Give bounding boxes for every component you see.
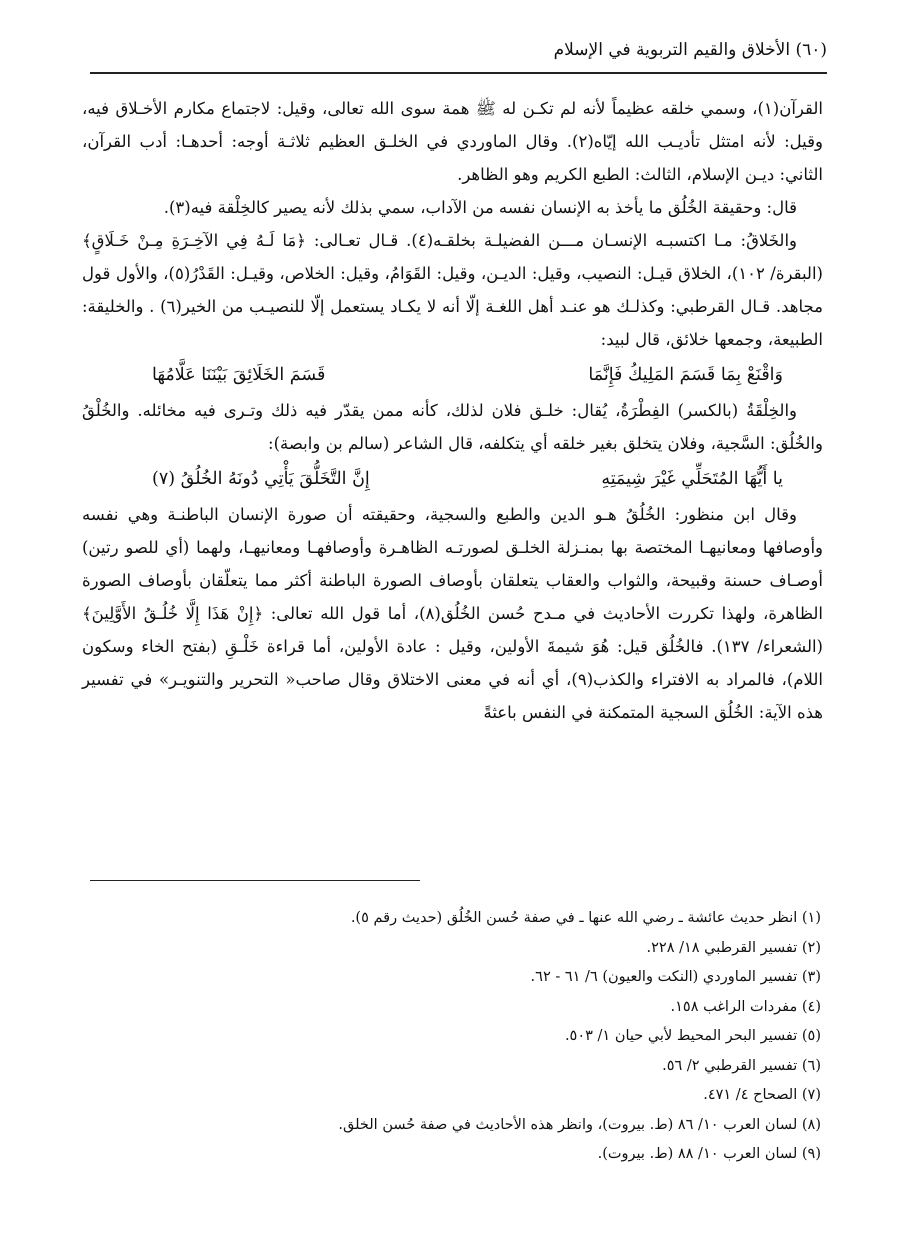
verse-second-hemistich: قَسَمَ الخَلَائِقَ بَيْنَنَا عَلَّامُهَا (152, 365, 326, 385)
footnote: (٢) تفسير القرطبي ١٨/ ٢٢٨. (646, 939, 821, 956)
verse-first-hemistich: يا أَيُّهَا المُتَحَلِّي غَيْرَ شِيمَتِهِ (601, 469, 783, 489)
running-header (90, 40, 827, 72)
paragraph: وقال ابن منظور: الخُلُقُ هـو الدين والطبع والسجية، وحقيقته أن صورة الإنسان الباطنـة وهي نفسه وأوصافها ومعانيهـا المختصة بها بمنـزلة الخلـق لصورتـه الظاهـرة وأوصافهـا ومعانيهـا، ولهما (أي للصو رتين) أوصـاف حسنة وقبيحة، والثواب والعقاب يتعلقان بأوصاف الصورة الباطنة أكثر مما يتعلّقان بأوصاف الصورة الظاهرة، ولهذا تكررت الأحاديث في مـدح حُسن الخُلُق(٨)، أما قول الله تعالى: ﴿إِنْ هَذَا إِلَّا خُلُـقُ الأَوَّلِينَ﴾ (الشعراء/ ١٣٧). فالخُلُق قيل: هُوَ شيمةَ الأولين، وقيل : عادة الأولين، أما قراءة خَلْـقِ (بفتح الخاء وسكون اللام)، فالمراد به الافتراء والكذب(٩)، أي أنه في معنى الاختلاق وقال صاحب« التحرير والتنويـر» في تفسير هذه الآية: الخُلُق السجية المتمكنة في النفس باعثةً (82, 505, 823, 722)
paragraph: القرآن(١)، وسمي خلقه عظيماً لأنه لم تكـن له ﷺ همة سوى الله تعالى، وقيل: لاجتماع مكارم الأخـلاق فيه، وقيل: لأنه امتثل تأديـب الله إيّاه(٢). وقال الماوردي في الخلـق العظيم ثلاثـة أوجه: أحدهـا: أدب القرآن، الثاني: ديـن الإسلام، الثالث: الطبع الكريم وهو الظاهر. (82, 99, 823, 184)
verse-second-hemistich: إِنَّ التَّخَلُّقَ يَأْتِي دُونَهُ الخُلُقُ (٧) (152, 469, 370, 489)
footnote: (٥) تفسير البحر المحيط لأبي حيان ١/ ٥٠٣. (564, 1028, 821, 1044)
footnote: (٤) مفردات الراغب ١٥٨. (670, 998, 821, 1015)
footnote: (٣) تفسير الماوردي (النكت والعيون) ٦/ ٦١ - ٦٢. (530, 969, 821, 985)
header-rule (90, 72, 827, 74)
main-text (82, 92, 823, 729)
poetry-verse (82, 356, 823, 394)
footnote: (٦) تفسير القرطبي ٢/ ٥٦. (662, 1057, 821, 1074)
footnotes (82, 904, 821, 1170)
header-title: (٦٠) الأخلاق والقيم التربوية في الإسلام (553, 40, 827, 60)
paragraph: والخَلاقُ: مـا اكتسبـه الإنسـان مـــن الفضيلـة بخلقـه(٤). قـال تعـالى: ﴿مَا لَـهُ فِي الآخِـرَةِ مِـنْ خَـلَاقٍ﴾ (البقرة/ ١٠٢)، الخلاق قيـل: النصيب، وقيل: الديـن، وقيل: القَوَامُ، وقيل: الخلاص، وقيـل: القَدْرُ(٥)، والأول قول مجاهد. قـال القرطبي: وكذلـك هو عنـد أهل اللغـة إلّا أنه لا يكـاد يستعمل إلّا للنصيـب من الخير(٦) . والخليقة: الطبيعة، وجمعها خلائق، قال لبيد: (82, 231, 823, 349)
footnote-separator (90, 880, 420, 881)
footnote: (٧) الصحاح ٤/ ٤٧١. (703, 1087, 821, 1103)
footnote: (٩) لسان العرب ١٠/ ٨٨ (ط. بيروت). (597, 1146, 821, 1162)
verse-first-hemistich: وَاقْنَعْ بِمَا قَسَمَ المَلِيكُ فَإِنَّمَا (588, 365, 783, 385)
paragraph: قال: وحقيقة الخُلُق ما يأخذ به الإنسان نفسه من الآداب، سمي بذلك لأنه يصير كالخِلْقة فيه(٣). (163, 198, 797, 217)
paragraph: والخِلْقَةُ (بالكسر) الفِطْرَةُ، يُقال: خلـق فلان لذلك، كأنه ممن يقدّر فيه ذلك وتـرى فيه مخائله. والخُلْقُ والخُلُق: السَّجية، وفلان يتخلق بغير خلقه أي يتكلفه، قال الشاعر (سالم بن وابصة): (82, 401, 823, 453)
footnote: (١) انظر حديث عائشة ـ رضي الله عنها ـ في صفة حُسن الخُلُق (حديث رقم ٥). (350, 910, 821, 926)
footnote: (٨) لسان العرب ١٠/ ٨٦ (ط. بيروت)، وانظر هذه الأحاديث في صفة حُسن الخلق. (338, 1116, 821, 1133)
poetry-verse (82, 460, 823, 498)
